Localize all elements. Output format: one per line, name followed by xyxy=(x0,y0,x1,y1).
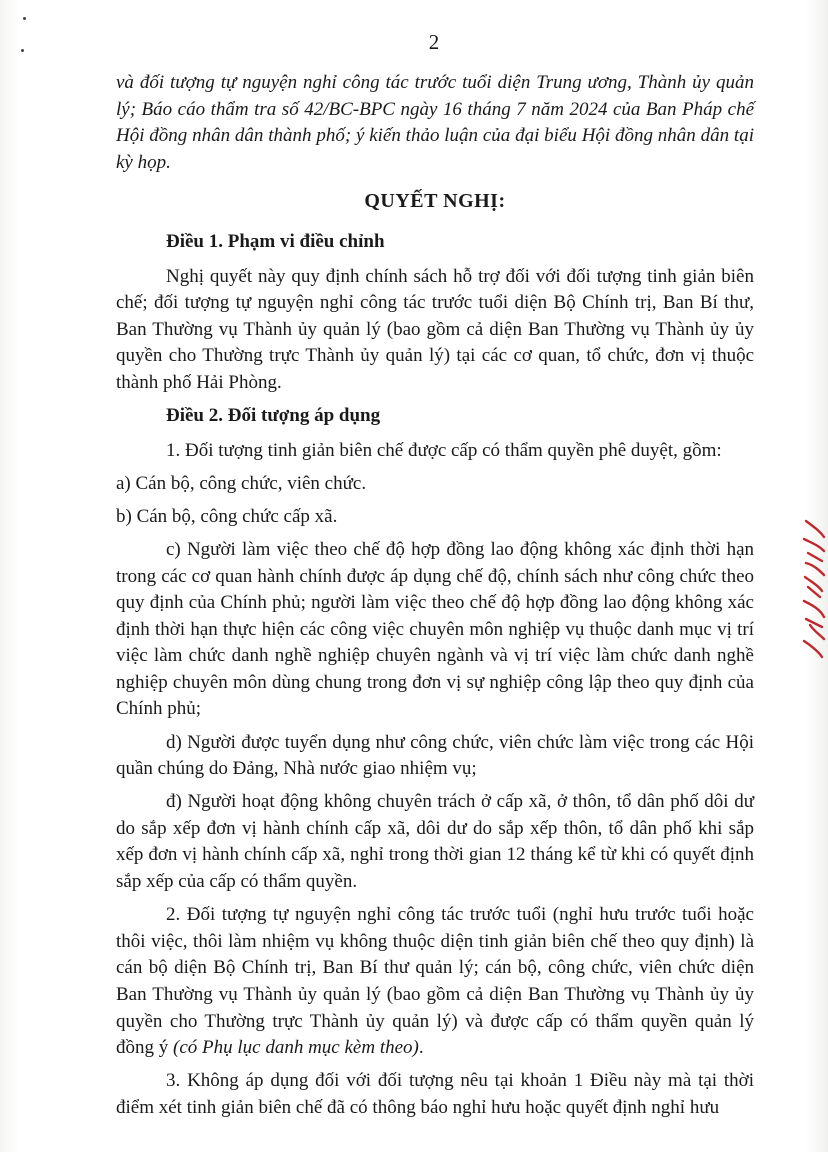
article-2-title: Điều 2. Đối tượng áp dụng xyxy=(166,405,381,427)
item-b: b) Cán bộ, công chức cấp xã. xyxy=(116,505,338,527)
resolution-heading: QUYẾT NGHỊ: xyxy=(364,190,506,213)
article-1-title: Điều 1. Phạm vi điều chỉnh xyxy=(166,230,385,252)
item-d: d) Người được tuyển dụng như công chức, viên chức làm việc trong các Hội quần chúng do Đảng, Nhà nước giao nhiệm vụ; xyxy=(116,731,754,780)
item-dd: đ) Người hoạt động không chuyên trách ở cấp xã, ở thôn, tổ dân phố dôi dư do sắp xếp đơn vị hành chính cấp xã, dôi dư do sắp xếp thôn, tổ dân phố khi sắp xếp đơn vị hành chính cấp xã, nghỉ trong thời gian 12 tháng kể từ khi có quyết định sắp xếp của cấp có thẩm quyền. xyxy=(116,791,754,893)
signature-icon xyxy=(800,515,828,660)
clause-2-text: 2. Đối tượng tự nguyện nghỉ công tác trước tuổi (nghỉ hưu trước tuổi hoặc thôi việc, thôi làm nhiệm vụ không thuộc diện tinh giản biên chế theo quy định) là cán bộ diện Bộ Chính trị, Ban Bí thư quản lý; cán bộ, công chức, viên chức diện Ban Thường vụ Thành ủy quản lý (bao gồm cả diện Ban Thường vụ Thành ủy ủy quyền cho Thường trực Thành ủy quản lý) và được cấp có thẩm quyền quản lý đồng ý xyxy=(116,904,754,1059)
clause-2 xyxy=(116,902,754,1062)
item-a: a) Cán bộ, công chức, viên chức. xyxy=(116,472,367,494)
scan-speck xyxy=(23,17,26,20)
clause-2-appendix-note: (có Phụ lục danh mục kèm theo) xyxy=(173,1037,419,1059)
document-body xyxy=(116,70,754,1127)
page-number: 2 xyxy=(428,30,440,54)
clause-3: 3. Không áp dụng đối với đối tượng nêu tại khoản 1 Điều này mà tại thời điểm xét tinh giản biên chế đã có thông báo nghỉ hưu hoặc quyết định nghỉ hưu xyxy=(116,1070,754,1118)
clause-2-end: . xyxy=(418,1037,424,1059)
article-1-text: Nghị quyết này quy định chính sách hỗ trợ đối với đối tượng tinh giản biên chế; đối tượng tự nguyện nghỉ công tác trước tuổi diện Bộ Chính trị, Ban Bí thư, Ban Thường vụ Thành ủy quản lý (bao gồm cả diện Ban Thường vụ Thành ủy ủy quyền cho Thường trực Thành ủy quản lý) tại các cơ quan, tổ chức, đơn vị thuộc thành phố Hải Phòng. xyxy=(116,265,754,393)
clause-1: 1. Đối tượng tinh giản biên chế được cấp có thẩm quyền phê duyệt, gồm: xyxy=(166,439,722,461)
item-c: c) Người làm việc theo chế độ hợp đồng lao động không xác định thời hạn trong các cơ quan hành chính được áp dụng chế độ, chính sách như công chức theo quy định của Chính phủ; người làm việc theo chế độ hợp đồng lao động không xác định thời hạn thực hiện các công việc chuyên môn nghiệp vụ thuộc danh mục vị trí việc làm chức danh nghề nghiệp chuyên ngành và vị trí việc làm chức danh nghề nghiệp chuyên môn dùng chung trong đơn vị sự nghiệp công lập theo quy định của Chính phủ; xyxy=(116,538,754,720)
intro-paragraph: và đối tượng tự nguyện nghỉ công tác trước tuổi diện Trung ương, Thành ủy quản lý; Báo cáo thẩm tra số 42/BC-BPC ngày 16 tháng 7 năm 2024 của Ban Pháp chế Hội đồng nhân dân thành phố; ý kiến thảo luận của đại biểu Hội đồng nhân dân tại kỳ họp. xyxy=(116,72,754,173)
